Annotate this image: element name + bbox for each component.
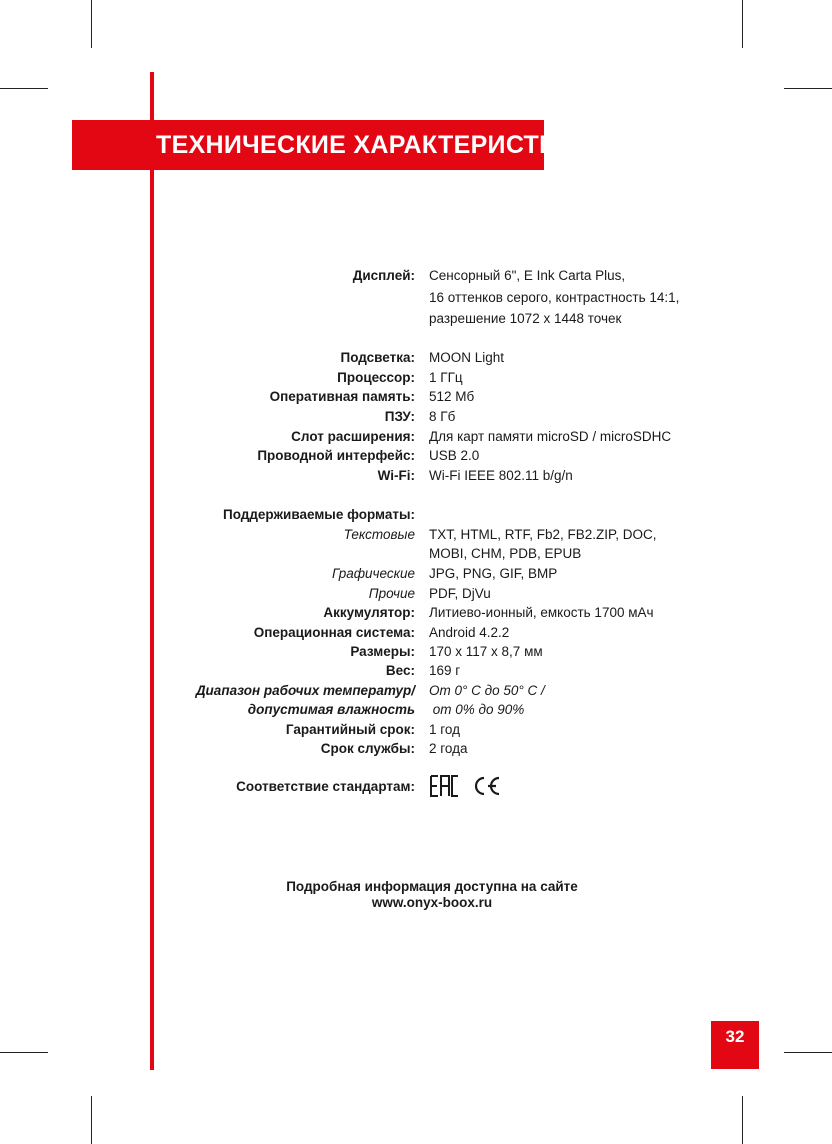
spec-value-display-line: Сенсорный 6", E Ink Carta Plus, — [429, 268, 626, 283]
spec-value-graphic-formats: JPG, PNG, GIF, BMP — [429, 566, 558, 581]
spec-value-temperature-line: от 0% до 90% — [429, 702, 525, 717]
spec-label-display: Дисплей: — [352, 268, 415, 283]
spec-label-wifi: Wi-Fi: — [377, 468, 415, 483]
spec-value-wifi: Wi-Fi IEEE 802.11 b/g/n — [429, 468, 573, 483]
crop-mark — [91, 0, 92, 48]
spec-value-interface: USB 2.0 — [429, 448, 480, 463]
spec-value-display-line: 16 оттенков серого, контрастность 14:1, — [429, 290, 680, 305]
page-title: ТЕХНИЧЕСКИЕ ХАРАКТЕРИСТИКИ — [156, 131, 592, 159]
spec-value-weight: 169 г — [429, 663, 461, 678]
spec-label-battery: Аккумулятор: — [323, 605, 415, 620]
spec-label-service-life: Срок службы: — [320, 741, 415, 756]
spec-label-backlight: Подсветка: — [340, 350, 415, 365]
crop-mark — [91, 1096, 92, 1144]
eac-mark-icon — [429, 770, 509, 802]
spec-label-formats: Поддерживаемые форматы: — [223, 507, 415, 522]
crop-mark — [784, 1052, 832, 1053]
crop-mark — [784, 88, 832, 89]
spec-value-backlight: MOON Light — [429, 350, 505, 365]
spec-value-ram: 512 Мб — [429, 389, 475, 404]
spec-value-temperature-line: От 0° С до 50° С / — [429, 683, 545, 698]
certification-marks — [429, 770, 509, 802]
spec-value-rom: 8 Гб — [429, 409, 456, 424]
spec-value-cpu: 1 ГГц — [429, 370, 463, 385]
spec-value-other-formats: PDF, DjVu — [429, 586, 491, 601]
spec-value-size: 170 x 117 x 8,7 мм — [429, 644, 543, 659]
page-number: 32 — [725, 1027, 745, 1046]
spec-label-weight: Вес: — [385, 663, 415, 678]
spec-value-text-formats-line: MOBI, CHM, PDB, EPUB — [429, 546, 582, 561]
spec-label-ram: Оперативная память: — [269, 389, 415, 404]
spec-label-standards: Соответствие стандартам: — [236, 779, 415, 794]
spec-label-interface: Проводной интерфейс: — [257, 448, 415, 463]
spec-label-text-formats: Текстовые — [343, 527, 415, 542]
spec-label-rom: ПЗУ: — [384, 409, 415, 424]
page-number-badge — [711, 1021, 759, 1069]
spec-value-display-line: разрешение 1072 x 1448 точек — [429, 311, 622, 326]
spec-value-battery: Литиево-ионный, емкость 1700 мАч — [429, 605, 654, 620]
spec-label-warranty: Гарантийный срок: — [285, 722, 415, 737]
spec-label-os: Операционная система: — [253, 625, 415, 640]
crop-mark — [0, 88, 48, 89]
footer-info: Подробная информация доступна на сайте — [286, 879, 578, 894]
spec-value-slot: Для карт памяти microSD / microSDHC — [429, 429, 672, 444]
spec-label-temperature-line: допустимая влажность — [247, 702, 415, 717]
spec-label-cpu: Процессор: — [337, 370, 415, 385]
spec-label-size: Размеры: — [350, 644, 415, 659]
crop-mark — [742, 0, 743, 48]
spec-value-service-life: 2 года — [429, 741, 468, 756]
spec-label-temperature-line: Диапазон рабочих температур/ — [195, 683, 415, 698]
spec-value-text-formats-line: TXT, HTML, RTF, Fb2, FB2.ZIP, DOC, — [429, 527, 657, 542]
crop-mark — [0, 1052, 48, 1053]
margin-rule — [150, 72, 154, 1070]
crop-mark — [742, 1096, 743, 1144]
spec-label-graphic-formats: Графические — [331, 566, 415, 581]
footer-website: www.onyx-boox.ru — [371, 895, 493, 910]
spec-label-slot: Слот расширения: — [291, 429, 415, 444]
ce-mark-icon — [476, 778, 499, 794]
title-bar — [72, 120, 592, 170]
spec-value-warranty: 1 год — [429, 722, 460, 737]
spec-label-other-formats: Прочие — [368, 586, 415, 601]
spec-value-os: Android 4.2.2 — [429, 625, 510, 640]
